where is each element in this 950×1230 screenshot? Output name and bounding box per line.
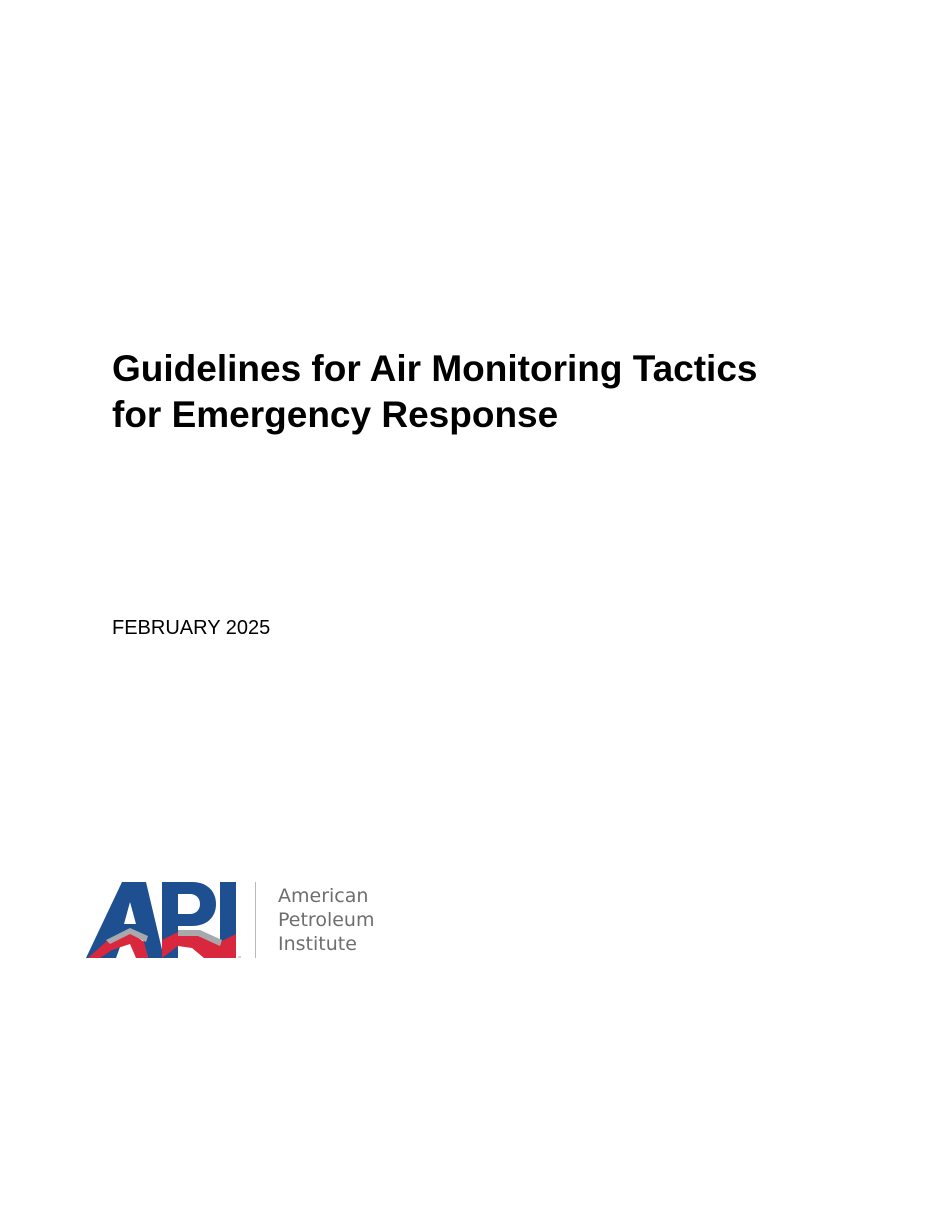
org-name xyxy=(278,884,374,956)
svg-text:™: ™ xyxy=(237,956,242,962)
api-logo-icon xyxy=(86,878,242,962)
title-line-2: for Emergency Response xyxy=(112,394,559,435)
publication-date: FEBRUARY 2025 xyxy=(112,617,271,639)
org-name-line-2: Petroleum xyxy=(278,909,375,931)
org-name-line-1: American xyxy=(278,885,369,907)
api-logo xyxy=(86,878,386,962)
page-title xyxy=(112,346,872,438)
title-line-1: Guidelines for Air Monitoring Tactics xyxy=(112,348,758,389)
org-name-line-3: Institute xyxy=(278,933,357,955)
logo-divider xyxy=(255,882,256,958)
